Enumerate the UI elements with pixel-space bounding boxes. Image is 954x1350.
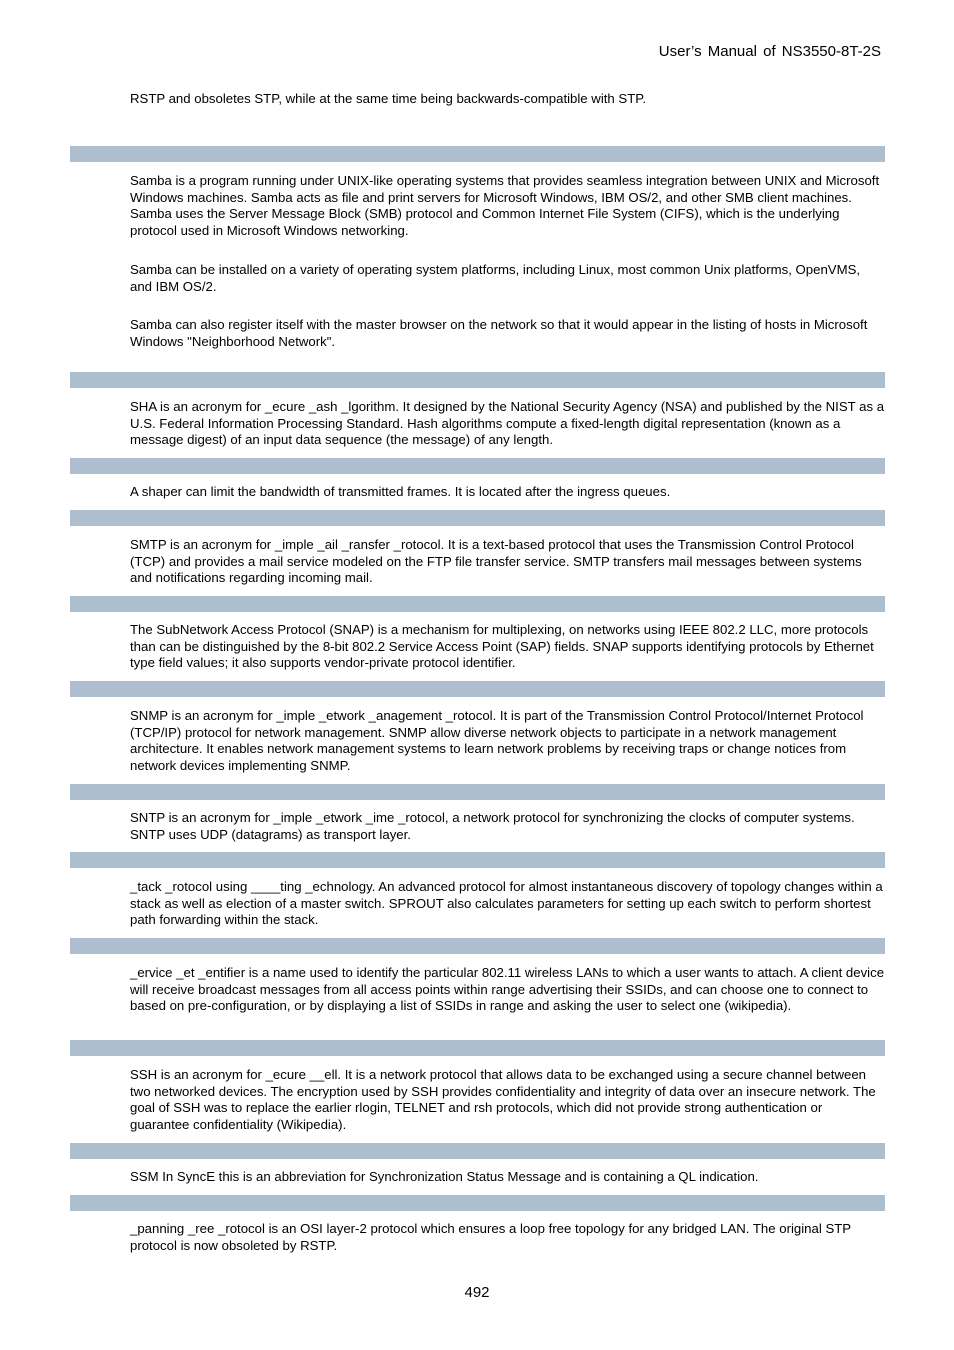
section-bar-stp: [70, 1195, 885, 1211]
section-bar-sha: [70, 372, 885, 388]
samba-paragraph-1: Samba is a program running under UNIX-like operating systems that provides seamless integration between UNIX and Microsoft Windows machines. Samba acts as file and print servers for Microsoft Windows, IBM OS/2, and other SMB client machines. Samba uses the Server Message Block (SMB) protocol and Common Internet File System (CIFS), which is the underlying protocol used in Microsoft Windows networking.: [130, 173, 880, 238]
samba-paragraph-3: Samba can also register itself with the master browser on the network so that it would appear in the listing of hosts in Microsoft Windows "Neighborhood Network".: [130, 317, 868, 349]
section-bar-samba: [70, 146, 885, 162]
stp-paragraph: _panning _ree _rotocol is an OSI layer-2 protocol which ensures a loop free topology for any bridged LAN. The original STP protocol is now obsoleted by RSTP.: [130, 1221, 851, 1253]
section-bar-sntp: [70, 784, 885, 800]
intro-text: RSTP and obsoletes STP, while at the same time being backwards-compatible with STP.: [130, 91, 647, 106]
section-bar-shaper: [70, 458, 885, 474]
sprout-paragraph: _tack _rotocol using ____ting _echnology. An advanced protocol for almost instantaneous discovery of topology changes within a stack as well as election of a master switch. SPROUT also calculates parameters for setting up each switch to perform shortest path forwarding within the stack.: [130, 879, 883, 928]
section-bar-snmp: [70, 681, 885, 697]
smtp-paragraph: SMTP is an acronym for _imple _ail _ransfer _rotocol. It is a text-based protocol that uses the Transmission Control Protocol (TCP) and provides a mail service modeled on the FTP file transfer service. SMTP transfers mail messages between systems and notifications regarding incoming mail.: [130, 537, 862, 586]
section-bar-ssid: [70, 938, 885, 954]
ssid-paragraph: _ervice _et _entifier is a name used to identify the particular 802.11 wireless LANs to which a user wants to attach. A client device will receive broadcast messages from all access points within range advertising their SSIDs, and can choose one to connect to based on pre-configuration, or by displaying a list of SSIDs in range and asking the user to select one (wikipedia).: [130, 965, 885, 1014]
section-bar-ssh: [70, 1040, 885, 1056]
section-bar-smtp: [70, 510, 885, 526]
ssm-paragraph: SSM In SyncE this is an abbreviation for Synchronization Status Message and is containing a QL indication.: [130, 1169, 759, 1184]
snap-paragraph: The SubNetwork Access Protocol (SNAP) is a mechanism for multiplexing, on networks using IEEE 802.2 LLC, more protocols than can be distinguished by the 8-bit 802.2 Service Access Point (SAP) fields. SNAP supports identifying protocols by Ethernet type field values; it also supports vendor-private protocol identifier.: [130, 622, 874, 671]
samba-paragraph-2: Samba can be installed on a variety of operating system platforms, including Linux, most common Unix platforms, OpenVMS, and IBM OS/2.: [130, 262, 861, 294]
sha-paragraph: SHA is an acronym for _ecure _ash _lgorithm. It designed by the National Security Agency (NSA) and published by the NIST as a U.S. Federal Information Processing Standard. Hash algorithms compute a fixed-length digital representation (known as a message digest) of an input data sequence (the message) of any length.: [130, 399, 885, 448]
snmp-paragraph: SNMP is an acronym for _imple _etwork _anagement _rotocol. It is part of the Transmission Control Protocol/Internet Protocol (TCP/IP) protocol for network management. SNMP allow diverse network objects to participate in a network management architecture. It enables network management systems to learn network problems by receiving traps or change notices from network devices implementing SNMP.: [130, 708, 864, 773]
manual-header: User’s Manual of NS3550-8T-2S: [658, 43, 881, 60]
page-number: 492: [464, 1284, 490, 1301]
ssh-paragraph: SSH is an acronym for _ecure __ell. It is a network protocol that allows data to be exchanged using a secure channel between two networked devices. The encryption used by SSH provides confidentiality and integrity of data over an insecure network. The goal of SSH was to replace the earlier rlogin, TELNET and rsh protocols, which did not provide strong authentication or guarantee confidentiality (Wikipedia).: [130, 1067, 876, 1132]
section-bar-sprout: [70, 852, 885, 868]
section-bar-ssm: [70, 1143, 885, 1159]
sntp-paragraph: SNTP is an acronym for _imple _etwork _ime _rotocol, a network protocol for synchronizing the clocks of computer systems. SNTP uses UDP (datagrams) as transport layer.: [130, 810, 855, 842]
shaper-paragraph: A shaper can limit the bandwidth of transmitted frames. It is located after the ingress queues.: [130, 484, 671, 499]
section-bar-snap: [70, 596, 885, 612]
